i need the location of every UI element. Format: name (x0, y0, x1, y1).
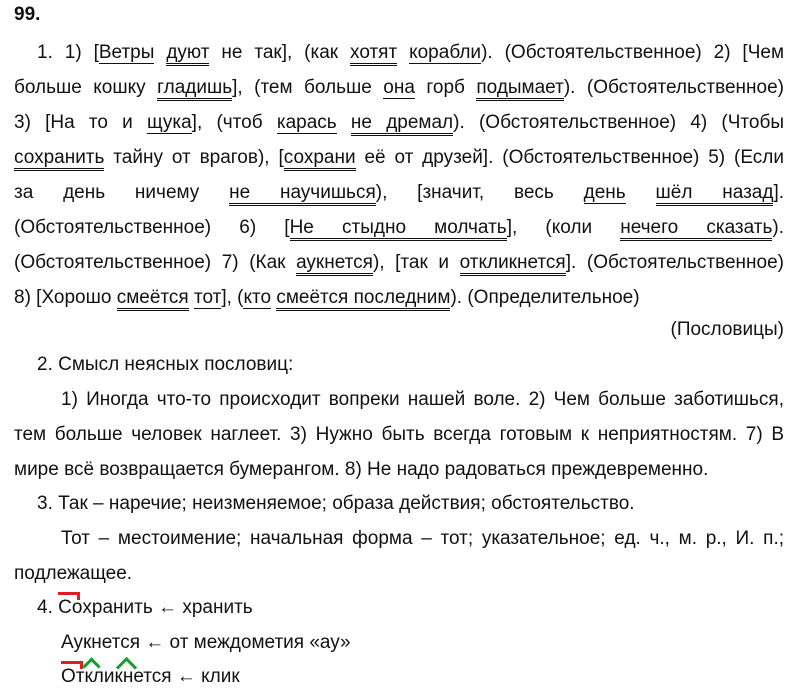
subject: она (383, 77, 415, 98)
s4-line-1: 4. Сохранить ← хранить (37, 591, 800, 625)
s3-line-3: подлежащее. (14, 563, 133, 584)
predicate: нечего сказать (620, 217, 772, 241)
subject: щука (147, 112, 192, 133)
s2-line-3: мире всё возвращается бумерангом. 8) Не надо радоваться преждевременно. (14, 459, 709, 480)
s4-line-2: Аукнется ← от междометия «ау» (61, 632, 351, 653)
predicate: сохранить (14, 147, 104, 171)
suffix-mark: кн (115, 660, 134, 694)
predicate: сохрани (284, 147, 356, 171)
s2-line-2: тем больше человек наглеет. 3) Нужно быть всегда готовым к неприятностям. 7) В (14, 424, 784, 445)
predicate: смеётся последним (276, 287, 450, 311)
subject: карась (276, 112, 337, 133)
predicate: не научишься (229, 182, 376, 206)
s1-line-4: сохранить тайну от врагов), [сохрани её от друзей]. (Обстоятельственное) 5) (Если (14, 141, 784, 175)
subject: день (583, 182, 626, 203)
s2-line-1: 1) Иногда что-то происходит вопреки нашей воле. 2) Чем больше заботишься, (61, 389, 784, 410)
s4-line-3: Откликнется ← клик (61, 660, 800, 694)
predicate: подымает (476, 77, 563, 101)
predicate: откликнется (460, 252, 566, 276)
subject: кто (243, 287, 272, 308)
s1-line-3: 3) [На то и щука], (чтоб карась не дремал). (Обстоятельственное) 4) (Чтобы (14, 106, 784, 140)
s3-line-1: 3. Так – наречие; неизменяемое; образа действия; обстоятельство. (37, 493, 635, 514)
subject: тот (193, 287, 222, 308)
predicate: смеётся (117, 287, 189, 311)
prefix-mark: Со (58, 591, 82, 625)
s3-line-2: Тот – местоимение; начальная форма – тот; указательное; ед. ч., м. р., И. п.; (61, 528, 784, 549)
predicate: аукнется (296, 252, 373, 276)
subject: Ветры (98, 42, 155, 63)
s1-line-5: за день ничему не научишься), [значит, весь день шёл назад]. (14, 176, 784, 210)
prefix-mark: От (61, 660, 84, 694)
predicate: гладишь (157, 77, 232, 101)
proverbs-source: (Пословицы) (670, 319, 784, 340)
suffix-mark: к (84, 660, 92, 694)
subject: корабли (409, 42, 482, 63)
s1-line-8: 8) [Хорошо смеётся тот], (кто смеётся последним). (Определительное) (14, 281, 784, 315)
predicate: дуют (166, 42, 209, 66)
s1-line-7: (Обстоятельственное) 7) (Как аукнется), [так и откликнется]. (Обстоятельственное) (14, 246, 784, 280)
s2-heading: 2. Смысл неясных пословиц: (37, 354, 294, 375)
s1-line-2: больше кошку гладишь], (тем больше она горб подымает). (Обстоятельственное) (14, 71, 784, 105)
predicate: хотят (350, 42, 397, 66)
predicate: шёл назад (656, 182, 774, 206)
s1-line-6: (Обстоятельственное) 6) [Не стыдно молчать], (коли нечего сказать). (14, 211, 784, 245)
predicate: не дремал (351, 112, 453, 136)
s1-line-1: 1. 1) [Ветры дуют не так], (как хотят корабли). (Обстоятельственное) 2) [Чем (37, 36, 784, 70)
exercise-number: 99. (14, 4, 41, 25)
text: 1. 1) [ (37, 42, 99, 63)
predicate: Не стыдно молчать (290, 217, 507, 241)
